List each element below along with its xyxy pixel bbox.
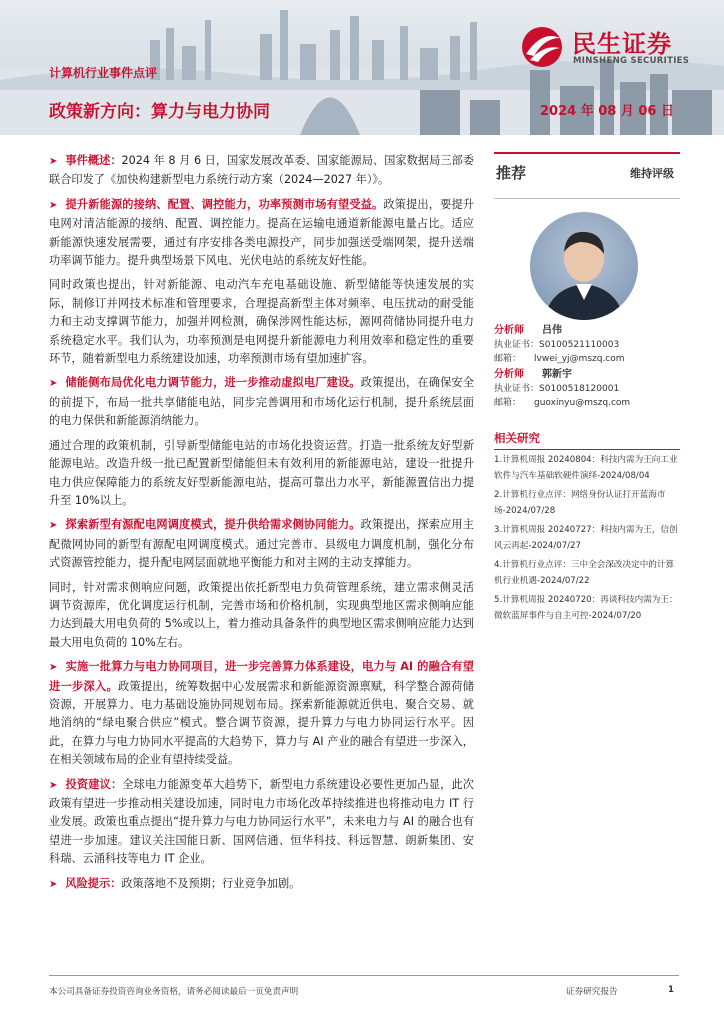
- footer-disclaimer: 本公司具备证券投资咨询业务资格，请务必阅读最后一页免责声明: [49, 987, 299, 997]
- related-research-item[interactable]: 5.计算机周报 20240720：再谈科技内需为王：微软蓝屏事件与自主可控-2024/07/20: [494, 595, 678, 621]
- arrow-bullet-icon: ➤: [49, 520, 58, 532]
- rating-box: [494, 152, 680, 199]
- arrow-bullet-icon: ➤: [49, 378, 58, 390]
- paragraph-distribution-grid: ➤ 探索新型有源配电网调度模式，提升供给需求侧协同能力。政策提出，探索应用主配微网协同的新型有源配电网调度模式。通过完善市、县级电力调度机制，强化分布式资源管控能力，提升配电网层面就地平衡能力和对主网的主动支撑能力。: [49, 518, 474, 570]
- paragraph-compute-power: ➤ 实施一批算力与电力协同项目，进一步完善算力体系建设，电力与 AI 的融合有望进一步深入。政策提出，统筹数据中心发展需求和新能源资源禀赋，科学整合源荷储资源，开展算力、电力基础设施协同规划布局。探索新能源就近供电、聚合交易、就地消纳的“绿电聚合供应”模式。整合调节资源，提升算力与电力协同运行水平。因此，在算力与电力协同水平提高的大趋势下，算力与 AI 产业的融合有望进一步深入，在相关领域布局的企业有望持续受益。: [49, 660, 474, 767]
- logo-chinese-name: 民生证券: [572, 30, 672, 58]
- arrow-bullet-icon: ➤: [49, 156, 58, 167]
- paragraph-risk: ➤ 风险提示：政策落地不及预期；行业竞争加剧。: [49, 876, 301, 890]
- analyst-name: 郭新宇: [542, 369, 572, 380]
- paragraph-investment-advice: ➤ 投资建议：全球电力能源变革大趋势下，新型电力系统建设必要性更加凸显，此次政策有望进一步推动相关建设加速，同时电力市场化改革持续推进也将推动电力 IT 行业发展。政策也重点提出“提升算力与电力协同运行水平”，未来电力与 AI 的融合也有望进一步加速。建议关注国能日新、国网信通、恒华科技、科远智慧、朗新集团、安科瑞、云涌科技等电力 IT 企业。: [49, 777, 474, 866]
- related-research-item[interactable]: 3.计算机周报 20240727：科技内需为王，信创风云再起-2024/07/27: [494, 525, 678, 551]
- related-research-list: [494, 452, 680, 627]
- analyst-email: lvwei_yj@mszq.com: [534, 354, 625, 364]
- analyst-role: 分析师: [494, 369, 524, 380]
- report-category: 计算机行业事件点评: [49, 66, 158, 80]
- analyst-card: 分析师 郭新宇 执业证书：S0100518120001 邮箱： guoxinyu@mszq.com: [494, 369, 631, 408]
- header-banner: [0, 0, 724, 135]
- arrow-bullet-icon: ➤: [49, 662, 58, 674]
- analyst-avatar: [530, 212, 638, 320]
- analyst-role: 分析师: [494, 325, 524, 336]
- footer-divider: [49, 975, 679, 976]
- minsheng-logo-icon: [520, 26, 566, 68]
- paragraph-demand-response: 同时，针对需求侧响应问题，政策提出依托新型电力负荷管理系统，建立需求侧灵活调节资源库，优化调度运行机制，完善市场和价格机制，实现典型地区需求侧响应能力达到最大用电负荷的 5%或以上，着力推动具备条件的典型地区需求侧响应能力达到最大用电负荷的 10%左右。: [49, 580, 474, 649]
- report-body: [49, 152, 474, 900]
- analyst-card: 分析师 吕伟 执业证书：S0100521110003 邮箱： lvwei_yj@mszq.com: [494, 325, 625, 364]
- arrow-bullet-icon: ➤: [49, 878, 58, 890]
- related-research-item[interactable]: 2.计算机行业点评：网络身份认证打开蓝海市场-2024/07/28: [494, 490, 666, 516]
- arrow-bullet-icon: ➤: [49, 779, 58, 791]
- sidebar: [494, 152, 680, 621]
- logo-english-name: MINSHENG SECURITIES: [573, 56, 690, 66]
- paragraph-grid-standards: 同时政策也提出，针对新能源、电动汽车充电基础设施、新型储能等快速发展的实际，制修订并网技术标准和管理要求，合理提高新型主体对频率、电压扰动的耐受能力和主动支撑调节能力，加强并网检测，确保涉网性能达标，源网荷储协同提升电力系统稳定水平。我们认为，功率预测是电网提升新能源电力利用效率和稳定性的重要环节，随着新型电力系统建设加速，功率预测市场有望加速扩容。: [49, 278, 474, 366]
- person-photo-icon: [530, 212, 638, 320]
- paragraph-storage: ➤ 储能侧布局优化电力调节能力，进一步推动虚拟电厂建设。政策提出，在确保安全的前提下，布局一批共享储能电站，同步完善调用和市场化运行机制，提升系统层面的电力保供和新能源消纳能力。: [49, 376, 474, 428]
- related-research-item[interactable]: 4.计算机行业点评：三中全会深改决定中的计算机行业机遇-2024/07/22: [494, 560, 675, 586]
- analyst-cert: S0100521110003: [539, 340, 620, 350]
- rating-label: 维持评级: [630, 167, 674, 180]
- analyst-name: 吕伟: [542, 325, 562, 336]
- paragraph-new-energy: ➤ 提升新能源的接纳、配置、调控能力，功率预测市场有望受益。政策提出，要提升电网对清洁能源的接纳、配置、调控能力。提高在运输电通道新能源电量占比。适应新能源快速发展需要，通过有序安排各类电源投产，同步加强送受端网架，提升送端功率调节能力。提升典型场景下风电、光伏电站的系统友好性能。: [49, 197, 474, 268]
- page-number: 1: [668, 985, 674, 995]
- page-title: 政策新方向：算力与电力协同: [49, 102, 270, 122]
- report-date: 2024 年 08 月 06 日: [540, 104, 674, 119]
- related-research-item[interactable]: 1.计算机周报 20240804：科技内需为王向工业软件与汽车基础软硬件演绎-2024/08/04: [494, 455, 678, 481]
- minsheng-logo: [520, 22, 710, 72]
- paragraph-storage-policy: 通过合理的政策机制，引导新型储能电站的市场化投资运营。打造一批系统友好型新能源电站。改造升级一批已配置新型储能但未有效利用的新能源电站，建设一批提升电力供应保障能力的系统友好型新能源电站，提高可靠出力水平，新能源置信出力提升至 10%以上。: [49, 438, 474, 507]
- analyst-cert: S0100518120001: [539, 384, 620, 394]
- related-research-title: 相关研究: [494, 430, 680, 450]
- recommendation-label: 推荐: [496, 164, 527, 182]
- footer-doc-kind: 证券研究报告: [566, 987, 618, 997]
- paragraph-event-summary: ➤ 事件概述：2024 年 8 月 6 日，国家发展改革委、国家能源局、国家数据局三部委联合印发了《加快构建新型电力系统行动方案（2024—2027 年）》。: [49, 154, 474, 187]
- analyst-email: guoxinyu@mszq.com: [534, 398, 631, 408]
- arrow-bullet-icon: ➤: [49, 199, 58, 211]
